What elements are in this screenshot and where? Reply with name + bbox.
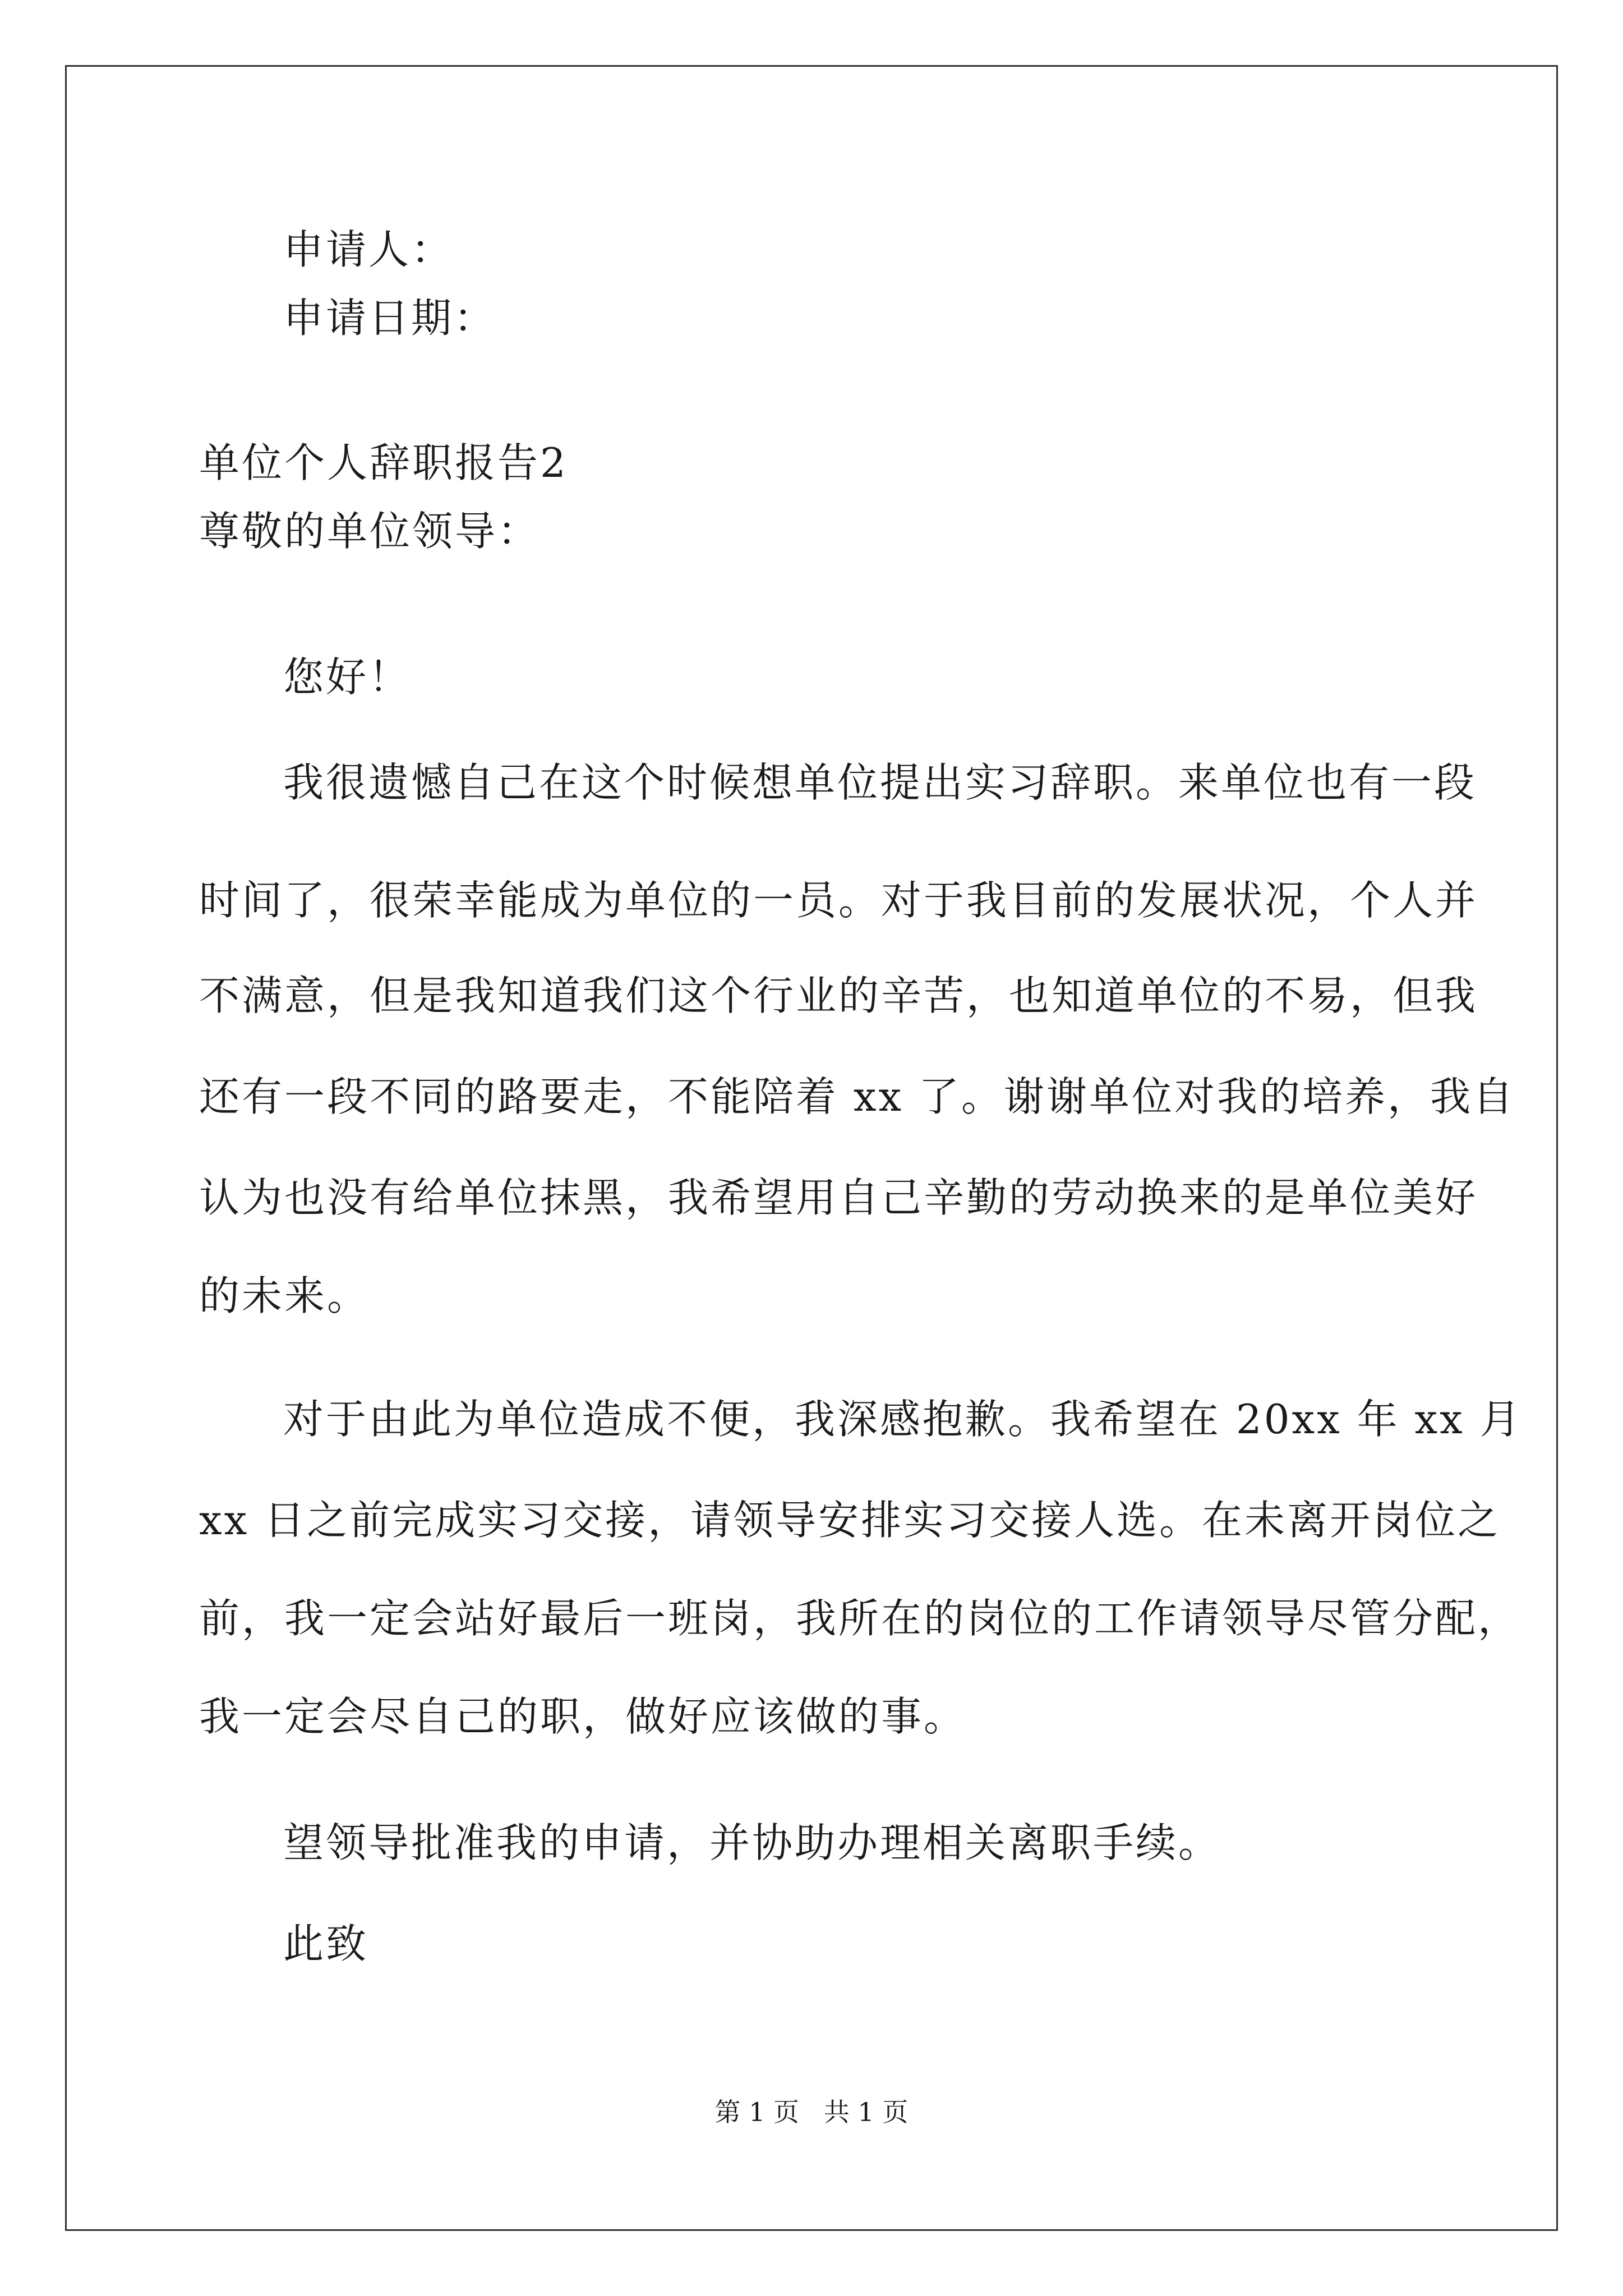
paragraph1-line: 我很遗憾自己在这个时候想单位提出实习辞职。来单位也有一段	[283, 759, 1477, 806]
date-label: 申请日期：	[283, 295, 497, 342]
paragraph2-line: 对于由此为单位造成不便，我深感抱歉。我希望在 20xx 年 xx 月	[283, 1396, 1523, 1443]
applicant-label: 申请人：	[283, 226, 454, 273]
document-title: 单位个人辞职报告2	[199, 439, 568, 486]
page-border	[65, 65, 1558, 2231]
greeting: 您好！	[283, 654, 412, 701]
paragraph2-line: 前，我一定会站好最后一班岗，我所在的岗位的工作请领导尽管分配，	[199, 1595, 1521, 1642]
paragraph1-line: 时间了，很荣幸能成为单位的一员。对于我目前的发展状况，个人并	[199, 877, 1478, 924]
paragraph1-line: 的未来。	[199, 1272, 370, 1319]
page-number-footer: 第 1 页 共 1 页	[714, 2097, 909, 2127]
salutation: 尊敬的单位领导：	[199, 508, 541, 555]
paragraph1-line: 不满意，但是我知道我们这个行业的辛苦，也知道单位的不易，但我	[199, 972, 1478, 1019]
paragraph2-line: 我一定会尽自己的职，做好应该做的事。	[199, 1693, 967, 1740]
paragraph3: 望领导批准我的申请，并协助办理相关离职手续。	[283, 1819, 1221, 1866]
paragraph1-line: 认为也没有给单位抹黑，我希望用自己辛勤的劳动换来的是单位美好	[199, 1174, 1478, 1221]
paragraph1-line: 还有一段不同的路要走，不能陪着 xx 了。谢谢单位对我的培养，我自	[199, 1073, 1515, 1120]
paragraph2-line: xx 日之前完成实习交接，请领导安排实习交接人选。在未离开岗位之	[199, 1497, 1501, 1544]
closing: 此致	[283, 1920, 369, 1967]
